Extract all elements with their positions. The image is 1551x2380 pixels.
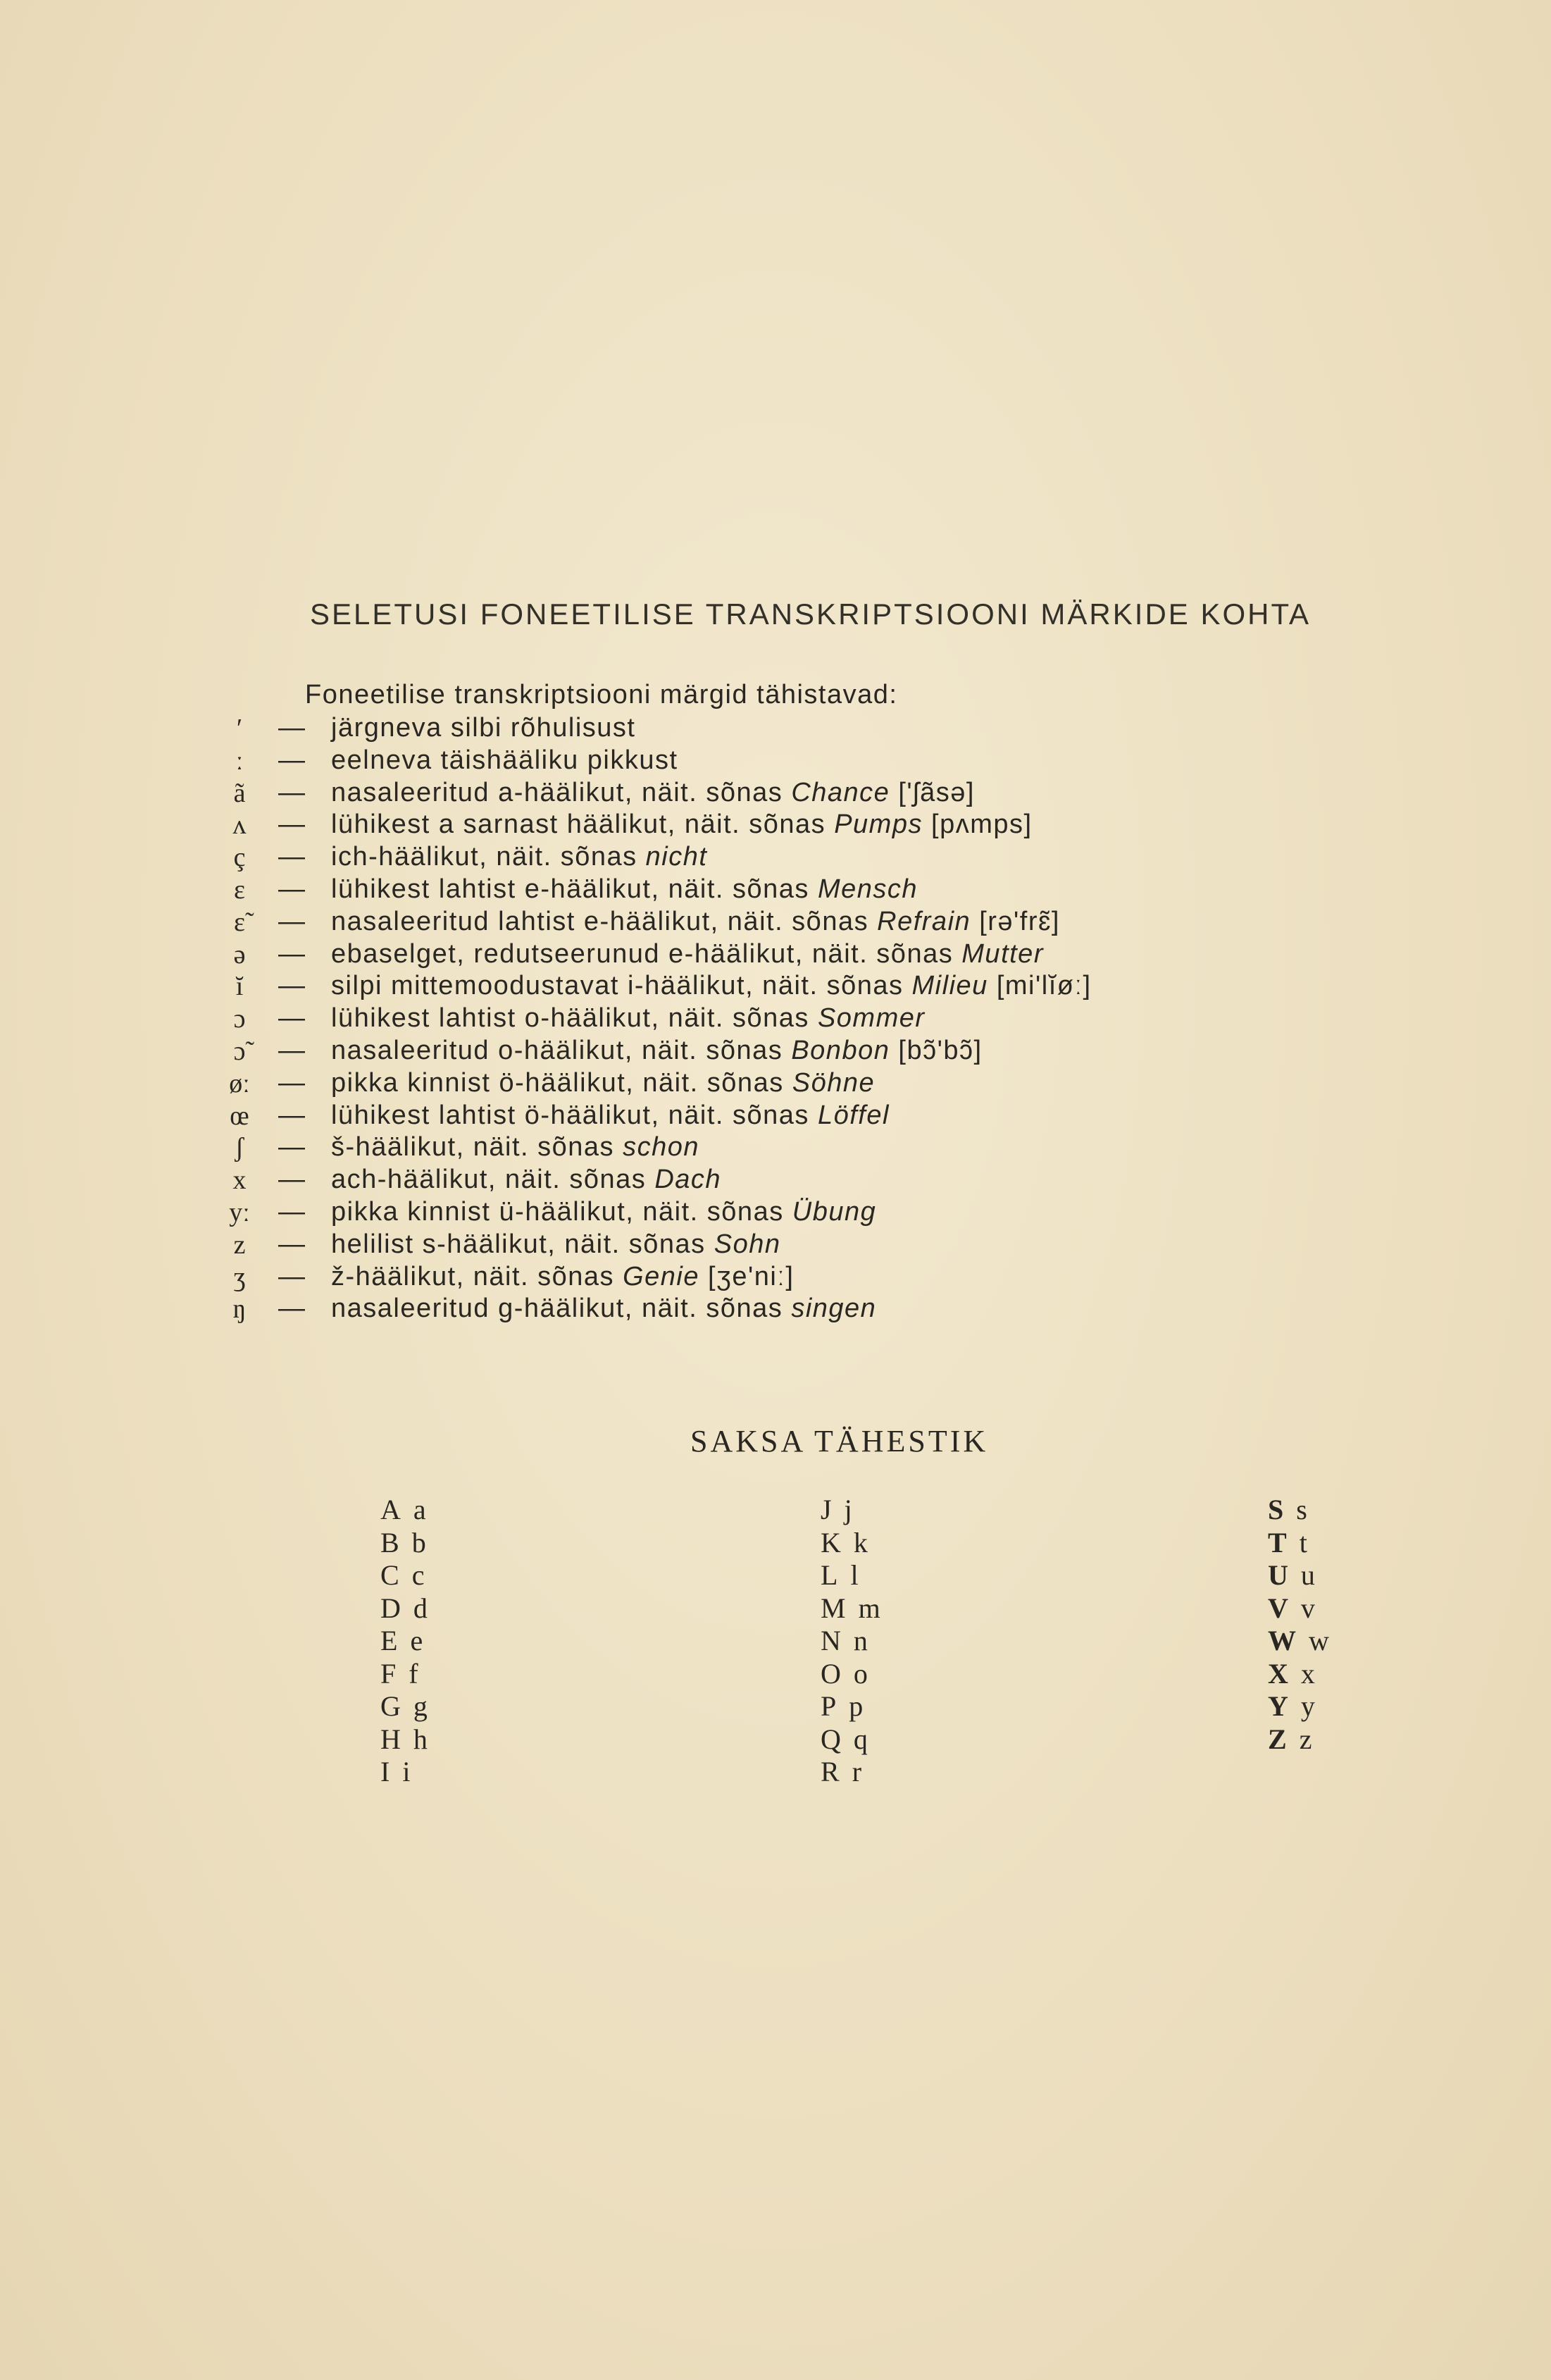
alphabet-letter [1268,1658,1329,1691]
lowercase-letter: y [1300,1690,1315,1722]
symbol-description: silpi mittemoodustavat i-häälikut, näit. sõnas Milieu [mi'lĭøː] [331,971,1092,1001]
phonetic-symbol: ɛ [234,875,245,905]
example-word: Mensch [817,874,918,904]
example-transcription: [rə'frɛ̃] [971,906,1060,936]
uppercase-letter: C [380,1559,399,1591]
lowercase-letter: f [409,1657,418,1690]
example-word: Pumps [834,810,923,840]
phonetic-symbol: x [232,1165,247,1196]
alphabet-letter [380,1592,428,1625]
alphabet-letter [380,1723,428,1756]
symbol-description: nasaleeritud a-häälikut, näit. sõnas Chance ['ʃãsə] [331,777,975,807]
uppercase-letter: J [821,1494,832,1525]
dash: — [278,777,305,807]
dash: — [278,1100,305,1130]
alphabet-letter [821,1658,880,1691]
phonetic-symbol: ʃ [235,1133,244,1163]
uppercase-letter: I [380,1756,390,1787]
phonetic-symbol: ʹ [236,714,243,743]
alphabet-letter [380,1658,428,1691]
example-word: schon [623,1132,699,1163]
example-transcription: [mi'lĭøː] [988,971,1092,1001]
uppercase-letter: M [821,1592,846,1624]
uppercase-letter: X [1268,1657,1288,1690]
example-word: Löffel [817,1100,890,1130]
phonetic-symbol: ɛ̃ [234,907,245,937]
uppercase-letter: G [380,1690,401,1722]
lowercase-letter: g [413,1690,428,1722]
symbol-description: ach-häälikut, näit. sõnas Dach [331,1165,722,1195]
alphabet-column-2 [821,1494,880,1789]
example-word: Refrain [877,906,971,936]
lowercase-letter: q [853,1723,868,1755]
symbol-description: nasaleeritud lahtist e-häälikut, näit. sõnas Refrain [rə'frɛ̃] [331,906,1060,936]
example-transcription: [bɔ̃'bɔ̃] [890,1036,983,1065]
dash: — [278,1229,305,1259]
uppercase-letter: O [821,1657,841,1690]
example-transcription: [pʌmps] [922,810,1033,840]
lowercase-letter: a [413,1494,426,1525]
alphabet-letter [821,1690,880,1723]
phonetic-symbol: ç [233,843,246,873]
alphabet-letter [821,1723,880,1756]
example-word: Söhne [792,1067,876,1098]
dash: — [278,1197,305,1227]
alphabet-letter [380,1559,428,1592]
uppercase-letter: Z [1268,1723,1287,1755]
symbol-description: eelneva täishääliku pikkust [331,745,678,775]
lowercase-letter: p [849,1690,864,1722]
example-word: Bonbon [791,1036,890,1065]
symbol-description: järgneva silbi rõhulisust [331,713,636,743]
phonetic-symbol: ə [233,939,246,969]
lowercase-letter: d [413,1592,428,1624]
dash: — [278,1132,305,1163]
example-word: Übung [792,1197,877,1227]
symbol-description: pikka kinnist ü-häälikut, näit. sõnas Übung [331,1197,877,1227]
alphabet-letter [1268,1723,1329,1756]
example-word: Genie [623,1261,699,1291]
uppercase-letter: U [1268,1559,1288,1591]
lowercase-letter: m [858,1592,880,1624]
page-title: SELETUSI FONEETILISE TRANSKRIPTSIOONI MÄRKIDE KOHTA [310,597,1312,631]
symbol-description: lühikest lahtist o-häälikut, näit. sõnas Sommer [331,1003,926,1034]
uppercase-letter: L [821,1559,838,1591]
dash: — [278,1036,305,1065]
example-word: Sommer [817,1003,926,1034]
lowercase-letter: o [853,1657,868,1690]
lowercase-letter: r [852,1756,862,1787]
uppercase-letter: S [1268,1494,1284,1525]
uppercase-letter: A [380,1494,401,1525]
alphabet-letter [380,1527,428,1560]
dash: — [278,874,305,904]
alphabet-letter [821,1756,880,1789]
dash: — [278,1294,305,1324]
uppercase-letter: H [380,1723,401,1755]
phonetic-symbol: ŋ [232,1294,247,1325]
example-word: Milieu [911,971,988,1001]
symbol-description: nasaleeritud o-häälikut, näit. sõnas Bonbon [bɔ̃'bɔ̃] [331,1036,983,1065]
symbol-description: pikka kinnist ö-häälikut, näit. sõnas Söhne [331,1067,876,1098]
alphabet-letter [821,1559,880,1592]
phonetic-symbol: œ [230,1101,249,1131]
example-word: Sohn [714,1229,781,1259]
alphabet-letter [821,1625,880,1658]
example-word: Dach [654,1165,722,1195]
phonetic-symbol: ʌ [232,810,247,841]
symbol-description: lühikest a sarnast häälikut, näit. sõnas Pumps [pʌmps] [331,810,1033,840]
uppercase-letter: E [380,1625,398,1656]
lowercase-letter: w [1309,1625,1329,1656]
lowercase-letter: z [1299,1723,1312,1755]
example-transcription: ['ʃãsə] [890,777,975,807]
alphabet-letter [1268,1625,1329,1658]
uppercase-letter: N [821,1625,841,1656]
uppercase-letter: Q [821,1723,841,1755]
uppercase-letter: W [1268,1625,1296,1656]
intro-text: Foneetilise transkriptsiooni märgid tähistavad: [305,680,898,709]
symbol-description: lühikest lahtist e-häälikut, näit. sõnas Mensch [331,874,918,904]
symbol-description: ž-häälikut, näit. sõnas Genie [ʒe'niː] [331,1261,795,1291]
lowercase-letter: b [411,1526,426,1558]
lowercase-letter: x [1300,1657,1315,1690]
example-transcription: [ʒe'niː] [699,1261,795,1291]
lowercase-letter: c [411,1559,425,1591]
dash: — [278,1261,305,1291]
alphabet-column-3 [1268,1494,1329,1756]
lowercase-letter: u [1300,1559,1315,1591]
uppercase-letter: B [380,1526,399,1558]
uppercase-letter: P [821,1690,837,1722]
alphabet-letter [1268,1559,1329,1592]
dash: — [278,1067,305,1098]
alphabet-letter [821,1592,880,1625]
lowercase-letter: n [853,1625,868,1656]
lowercase-letter: i [402,1756,411,1787]
symbol-description: helilist s-häälikut, näit. sõnas Sohn [331,1229,781,1259]
example-word: Chance [791,777,890,807]
uppercase-letter: K [821,1526,841,1558]
example-word: singen [791,1294,877,1324]
example-word: Mutter [961,938,1044,969]
lowercase-letter: v [1300,1592,1315,1624]
alphabet-letter [1268,1592,1329,1625]
lowercase-letter: s [1296,1494,1307,1525]
phonetic-symbol: yː [229,1198,250,1227]
dash: — [278,745,305,775]
example-word: nicht [645,842,708,872]
alphabet-letter [380,1494,428,1527]
phonetic-symbol: z [233,1229,246,1260]
symbol-description: š-häälikut, näit. sõnas schon [331,1132,699,1163]
dash: — [278,810,305,840]
alphabet-column-1 [380,1494,428,1789]
lowercase-letter: t [1299,1526,1307,1558]
lowercase-letter: h [413,1723,428,1755]
symbol-description: ebaselget, redutseerunud e-häälikut, näit. sõnas Mutter [331,938,1044,969]
uppercase-letter: R [821,1756,840,1787]
symbol-description: lühikest lahtist ö-häälikut, näit. sõnas Löffel [331,1100,890,1130]
dash: — [278,971,305,1001]
alphabet-letter [380,1690,428,1723]
alphabet-letter [821,1527,880,1560]
dash: — [278,713,305,743]
phonetic-symbol: ʒ [233,1262,246,1292]
alphabet-title: SAKSA TÄHESTIK [690,1424,989,1458]
dash: — [278,842,305,872]
dash: — [278,1165,305,1195]
lowercase-letter: l [850,1559,859,1591]
dash: — [278,906,305,936]
dash: — [278,1003,305,1034]
uppercase-letter: Y [1268,1690,1288,1722]
alphabet-letter [821,1494,880,1527]
alphabet-letter [1268,1494,1329,1527]
alphabet-letter [1268,1527,1329,1560]
alphabet-letter [1268,1690,1329,1723]
uppercase-letter: F [380,1657,397,1690]
symbol-description: ich-häälikut, näit. sõnas nicht [331,842,708,872]
dash: — [278,938,305,969]
phonetic-symbol: ɔ [233,1004,246,1034]
phonetic-symbol: ː [235,745,244,776]
uppercase-letter: D [380,1592,401,1624]
lowercase-letter: j [844,1494,852,1525]
phonetic-symbol: ɔ̃ [233,1036,246,1066]
phonetic-symbol: øː [229,1068,250,1098]
phonetic-symbol: ã [233,778,246,808]
alphabet-letter [380,1625,428,1658]
lowercase-letter: e [410,1625,423,1656]
uppercase-letter: V [1268,1592,1288,1624]
phonetic-symbol: ĭ [235,972,244,1002]
lowercase-letter: k [853,1526,868,1558]
alphabet-letter [380,1756,428,1789]
uppercase-letter: T [1268,1526,1287,1558]
symbol-description: nasaleeritud g-häälikut, näit. sõnas singen [331,1294,877,1324]
